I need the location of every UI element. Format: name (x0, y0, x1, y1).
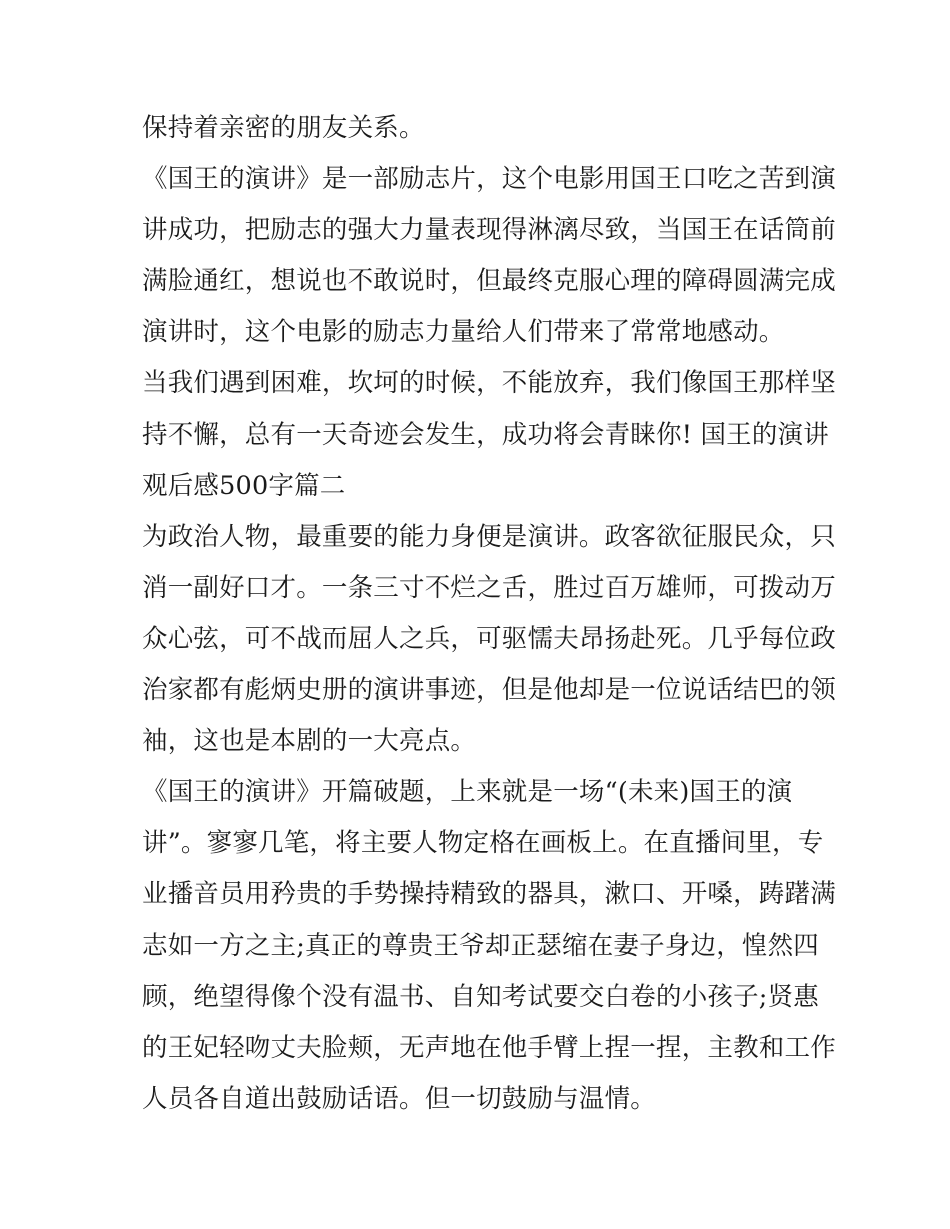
text-line: 袖，这也是本剧的一大亮点。 (142, 726, 477, 757)
text-line: 治家都有彪炳史册的演讲事迹，但是他却是一位说话结巴的领 (142, 675, 836, 706)
text-line: 众心弦，可不战而屈人之兵，可驱懦夫昂扬赴死。几乎每位政 (142, 623, 836, 654)
text-line: 人员各自道出鼓励话语。但一切鼓励与温情。 (142, 1083, 657, 1114)
text-line: 业播音员用矜贵的手势操持精致的器具，漱口、开嗓，踌躇满 (142, 879, 836, 910)
text-line: 持不懈，总有一天奇迹会发生，成功将会青睐你! 国王的演讲 (142, 419, 829, 450)
text-line: 志如一方之主;真正的尊贵王爷却正瑟缩在妻子身边，惶然四 (142, 930, 819, 961)
text-line: 消一副好口才。一条三寸不烂之舌，胜过百万雄师，可拨动万 (142, 572, 836, 603)
text-line: 讲成功，把励志的强大力量表现得淋漓尽致，当国王在话筒前 (142, 215, 836, 246)
text-line: 的王妃轻吻丈夫脸颊，无声地在他手臂上捏一捏，主教和工作 (142, 1032, 836, 1063)
text-line: 《国王的演讲》是一部励志片，这个电影用国王口吃之苦到演 (142, 164, 836, 195)
text-line: 为政治人物，最重要的能力身便是演讲。政客欲征服民众，只 (142, 521, 836, 552)
body-text (142, 108, 836, 1130)
text-line: 演讲时，这个电影的励志力量给人们带来了常常地感动。 (142, 317, 785, 348)
text-line: 保持着亲密的朋友关系。 (142, 113, 425, 143)
section-heading: 观后感500字篇二 (142, 470, 346, 501)
text-line: 当我们遇到困难，坎坷的时候，不能放弃，我们像国王那样坚 (142, 368, 836, 399)
text-line: 讲”。寥寥几笔，将主要人物定格在画板上。在直播间里，专 (142, 828, 824, 859)
text-line: 满脸通红，想说也不敢说时，但最终克服心理的障碍圆满完成 (142, 266, 836, 297)
text-line: 《国王的演讲》开篇破题，上来就是一场“(未来)国王的演 (142, 777, 793, 808)
text-line: 顾，绝望得像个没有温书、自知考试要交白卷的小孩子;贤惠 (142, 981, 819, 1012)
